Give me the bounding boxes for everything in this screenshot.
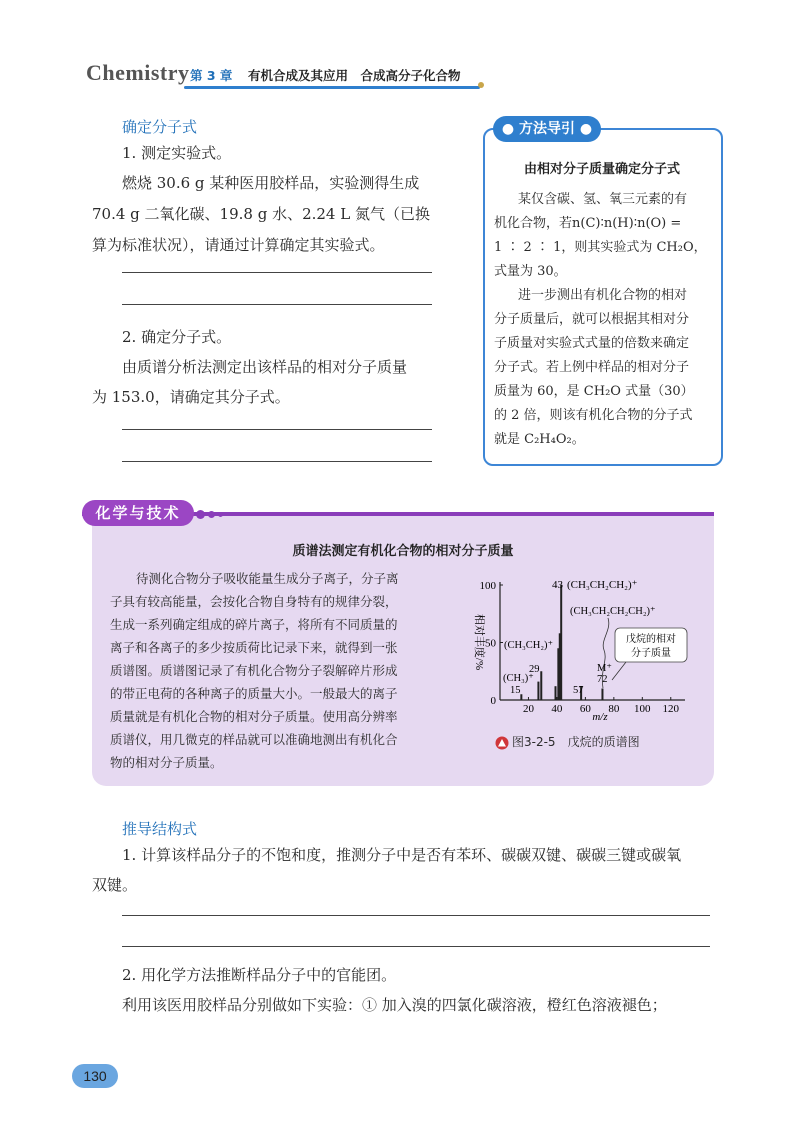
y-tick-label: 50 bbox=[485, 637, 496, 650]
annot-ion43: (CH₃CH₂CH₂)⁺ bbox=[567, 579, 638, 591]
tech-line: 质谱仪，用几微克的样品就可以准确地测出有机化合 bbox=[110, 732, 398, 747]
annot-ion15: (CH₃)⁺ bbox=[503, 673, 534, 684]
method-tag: ● 方法导引 ● bbox=[493, 116, 601, 142]
tech-line: 子具有较高能量，会按化合物自身特有的规律分裂， bbox=[110, 594, 398, 609]
tech-line: 的带正电荷的各种离子的质量大小。一般最大的离子 bbox=[110, 686, 398, 701]
answer-line[interactable] bbox=[122, 304, 432, 305]
x-axis-label: m/z bbox=[592, 711, 608, 723]
method-line: 机化合物，若n(C)∶n(H)∶n(O) = bbox=[494, 216, 682, 231]
mass-spectrum-chart bbox=[460, 570, 710, 730]
header-rule bbox=[184, 86, 480, 89]
callout-text: 戊烷的相对 bbox=[626, 634, 676, 645]
x-tick-label: 100 bbox=[634, 703, 651, 715]
header-title: 有机合成及其应用 合成高分子化合物 bbox=[248, 68, 461, 83]
method-line: 1 ∶ 2 ∶ 1，则其实验式为 CH₂O， bbox=[494, 240, 707, 255]
step2-line: 为 153.0，请确定其分子式。 bbox=[92, 388, 290, 406]
header-logo: Chemistry bbox=[86, 60, 190, 85]
annot-peak57: 57 bbox=[573, 685, 584, 696]
method-line: 质量为 60，是 CH₂O 式量（30） bbox=[494, 384, 694, 399]
tech-heading: 质谱法测定有机化合物的相对分子质量 bbox=[292, 544, 514, 559]
x-tick-label: 20 bbox=[522, 703, 534, 715]
answer-line[interactable] bbox=[122, 272, 432, 273]
spectrum-peak-43 bbox=[560, 585, 562, 700]
section2-step2-label: 2. 用化学方法推断样品分子中的官能团。 bbox=[122, 966, 397, 984]
tech-tag: 化学与技术 bbox=[82, 500, 194, 526]
tech-line: 质量就是有机化合物的相对分子质量。使用高分辨率 bbox=[110, 709, 398, 724]
tech-line: 离子和各离子的多少按质荷比记录下来，就得到一张 bbox=[110, 640, 398, 655]
method-line: 就是 C₂H₄O₂。 bbox=[494, 432, 585, 447]
tech-line: 质谱图。质谱图记录了有机化合物分子裂解碎片形成 bbox=[110, 663, 398, 678]
x-tick-label: 120 bbox=[662, 703, 680, 715]
y-tick-label: 0 bbox=[490, 695, 496, 707]
step1-line: 燃烧 30.6 g 某种医用胶样品，实验测得生成 bbox=[122, 174, 420, 192]
section-title-structure: 推导结构式 bbox=[122, 820, 198, 838]
y-tick-label: 100 bbox=[479, 580, 496, 592]
figure-caption: 图3-2-5 戊烷的质谱图 bbox=[512, 735, 640, 749]
method-line: 式量为 30。 bbox=[494, 264, 567, 279]
answer-line[interactable] bbox=[122, 461, 432, 462]
annot-ion57: (CH₃CH₂CH₂CH₂)⁺ bbox=[570, 606, 656, 617]
method-heading: 由相对分子质量确定分子式 bbox=[523, 162, 680, 177]
section2-line: 1. 计算该样品分子的不饱和度，推测分子中是否有苯环、碳碳双键、碳碳三键或碳氧 bbox=[122, 846, 682, 864]
page-number: 130 bbox=[72, 1064, 118, 1088]
answer-line[interactable] bbox=[122, 915, 710, 916]
spectrum-peak-27 bbox=[537, 682, 539, 700]
spectrum-peak-29 bbox=[540, 671, 542, 700]
spectrum-peak-15 bbox=[520, 694, 522, 700]
method-line: 的 2 倍，则该有机化合物的分子式 bbox=[494, 408, 693, 423]
annot-ion29: (CH₃CH₂)⁺ bbox=[504, 640, 554, 651]
header-chapter: 第 3 章 bbox=[190, 68, 233, 83]
method-line: 子质量对实验式式量的倍数来确定 bbox=[494, 336, 690, 351]
annot-peak43: 43 bbox=[552, 579, 563, 591]
x-tick-label: 40 bbox=[551, 703, 563, 715]
tech-line: 生成一系列确定组成的碎片离子，将所有不同质量的 bbox=[110, 617, 398, 632]
x-tick-label: 80 bbox=[608, 703, 620, 715]
tech-line: 物的相对分子质量。 bbox=[110, 755, 223, 770]
method-line: 进一步测出有机化合物的相对 bbox=[518, 288, 688, 303]
section2-line: 双键。 bbox=[92, 876, 138, 894]
step2-label: 2. 确定分子式。 bbox=[122, 328, 232, 346]
method-line: 分子式。若上例中样品的相对分子 bbox=[494, 360, 690, 375]
callout-text: 分子质量 bbox=[631, 648, 671, 659]
annot-peak29: 29 bbox=[529, 664, 540, 675]
step1-line: 70.4 g 二氧化碳、19.8 g 水、2.24 L 氮气（已换 bbox=[92, 205, 430, 223]
step2-line: 由质谱分析法测定出该样品的相对分子质量 bbox=[122, 358, 408, 376]
annot-peak72: 72 bbox=[597, 674, 608, 685]
answer-line[interactable] bbox=[122, 429, 432, 430]
answer-line[interactable] bbox=[122, 946, 710, 947]
x-tick-label: 60 bbox=[579, 703, 591, 715]
section2-step2-line: 利用该医用胶样品分别做如下实验：① 加入溴的四氯化碳溶液，橙红色溶液褪色； bbox=[122, 996, 667, 1014]
tech-dot-icon bbox=[196, 510, 205, 519]
y-axis-label: 相对丰度/% bbox=[473, 613, 485, 671]
tech-line: 待测化合物分子吸收能量生成分子离子，分子离 bbox=[136, 571, 399, 586]
section-title-formula: 确定分子式 bbox=[122, 118, 198, 136]
annot-mol-ion: M⁺ bbox=[597, 663, 612, 674]
annot-peak15: 15 bbox=[510, 685, 521, 696]
spectrum-peak-39 bbox=[555, 686, 557, 700]
method-line: 分子质量后，就可以根据其相对分 bbox=[494, 312, 690, 327]
tech-dot-icon bbox=[218, 512, 223, 517]
tech-dot-icon bbox=[208, 511, 215, 518]
step1-label: 1. 测定实验式。 bbox=[122, 144, 232, 162]
method-line: 某仅含碳、氢、氧三元素的有 bbox=[518, 192, 688, 207]
header-dot-icon bbox=[478, 82, 484, 88]
spectrum-peak-72 bbox=[601, 689, 603, 701]
step1-line: 算为标准状况），请通过计算确定其实验式。 bbox=[92, 236, 385, 254]
figure-triangle-icon bbox=[495, 736, 509, 750]
callout-pointer bbox=[612, 662, 626, 680]
